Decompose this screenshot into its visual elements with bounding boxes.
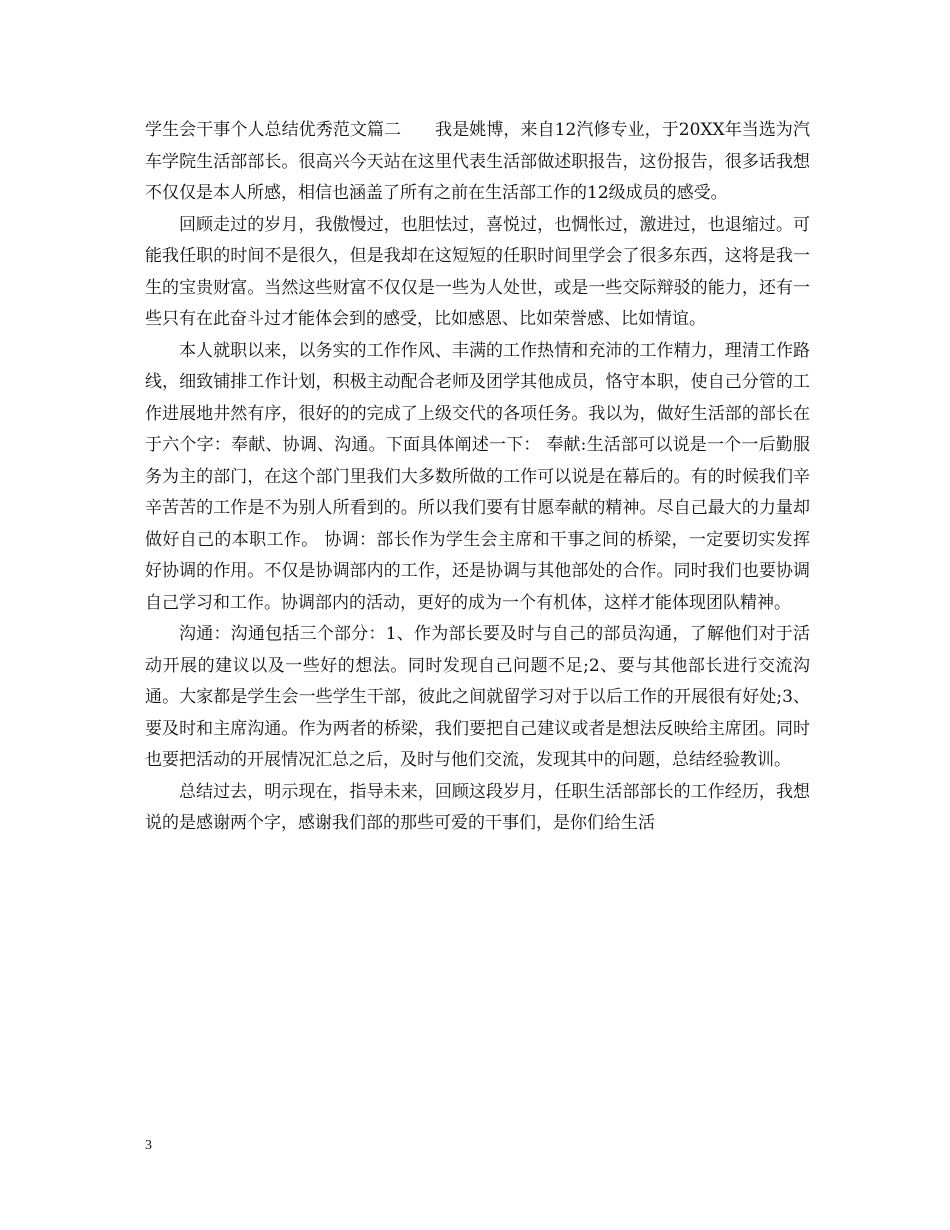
paragraph-4: 沟通：沟通包括三个部分：1、作为部长要及时与自己的部员沟通，了解他们对于活动开展的建议以及一些好的想法。同时发现自己问题不足;2、要与其他部长进行交流沟通。大家都是学生会一些学生干部，彼此之间就留学习对于以后工作的开展很有好处;3、要及时和主席沟通。作为两者的桥梁，我们要把自己建议或者是想法反映给主席团。同时也要把活动的开展情况汇总之后，及时与他们交流，发现其中的问题，总结经验教训。	[145, 624, 810, 770]
paragraph-3: 本人就职以来，以务实的工作作风、丰满的工作热情和充沛的工作精力，理清工作路线，细致铺排工作计划，积极主动配合老师及团学其他成员，恪守本职，使自己分管的工作进展地井然有序，很好的的完成了上级交代的各项任务。我以为，做好生活部的部长在于六个字：奉献、协调、沟通。下面具体阐述一下： 奉献:生活部可以说是一个一后勤服务为主的部门，在这个部门里我们大多数所做的工作可以说是在幕后的。有的时候我们辛辛苦苦的工作是不为别人所看到的。所以我们要有甘愿奉献的精神。尽自己最大的力量却做好自己的本职工作。 协调：部长作为学生会主席和干事之间的桥梁，一定要切实发挥好协调的作用。不仅是协调部内的工作，还是协调与其他部处的合作。同时我们也要协调自己学习和工作。协调部内的活动，更好的成为一个有机体，这样才能体现团队精神。	[145, 340, 810, 613]
paragraph-1-text: 我是姚博，来自12汽修专业，于20XX年当选为汽车学院生活部部长。很高兴今天站在这里代表生活部做述职报告，这份报告，很多话我想不仅仅是本人所感，相信也涵盖了所有之前在生活部工作的12级成员的感受。	[145, 120, 811, 203]
paragraph-2: 回顾走过的岁月，我傲慢过，也胆怯过，喜悦过，也惆怅过，激进过，也退缩过。可能我任职的时间不是很久，但是我却在这短短的任职时间里学会了很多东西，这将是我一生的宝贵财富。当然这些财富不仅仅是一些为人处世，或是一些交际辩驳的能力，还有一些只有在此奋斗过才能体会到的感受，比如感恩、比如荣誉感、比如情谊。	[145, 214, 810, 329]
document-body	[145, 115, 810, 840]
document-title: 学生会干事个人总结优秀范文篇二	[145, 120, 402, 140]
paragraph-5: 总结过去，明示现在，指导未来，回顾这段岁月，任职生活部部长的工作经历，我想说的是感谢两个字，感谢我们部的那些可爱的干事们，是你们给生活	[145, 781, 810, 833]
paragraph-1	[145, 115, 810, 210]
page-number: 3	[145, 1138, 152, 1153]
